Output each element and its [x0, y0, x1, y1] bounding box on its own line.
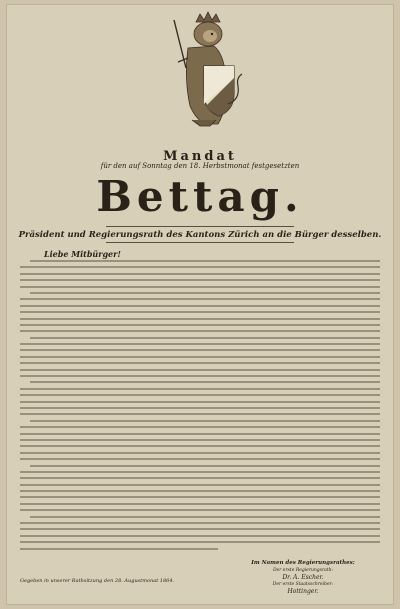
signature-name-2: Hottinger.	[287, 588, 319, 595]
body-line	[20, 394, 380, 396]
body-line	[30, 260, 380, 262]
body-line	[20, 528, 380, 530]
body-line	[20, 445, 380, 447]
body-line	[20, 356, 380, 358]
body-line	[20, 369, 380, 371]
body-line	[30, 292, 380, 294]
body-line	[20, 541, 380, 543]
body-line	[20, 298, 380, 300]
body-line	[20, 407, 380, 409]
body-line	[20, 343, 380, 345]
body-line	[20, 311, 380, 313]
body-line	[20, 266, 380, 268]
body-line	[30, 420, 380, 422]
body-line	[20, 324, 380, 326]
body-line	[20, 452, 380, 454]
signature-role-2: Der erste Staatsschreiber:	[272, 582, 334, 587]
body-line	[30, 516, 380, 518]
issuer-line: Präsident und Regierungsrath des Kantons Zürich an die Bürger desselben.	[18, 230, 382, 240]
body-line	[20, 484, 380, 486]
salutation: Liebe Mitbürger!	[44, 249, 121, 259]
document-main-title: Bettag.	[96, 172, 304, 221]
body-text-block	[20, 260, 380, 554]
body-line	[20, 439, 380, 441]
body-line	[30, 381, 380, 383]
body-line	[20, 318, 380, 320]
body-line	[20, 548, 218, 550]
title-divider	[106, 226, 294, 227]
body-line	[20, 279, 380, 281]
body-line	[30, 465, 380, 467]
body-line	[20, 330, 380, 332]
body-line	[20, 349, 380, 351]
document-subheading: für den auf Sonntag den 18. Herbstmonat festgesetzten	[100, 162, 300, 170]
body-line	[20, 535, 380, 537]
document-heading: Mandat	[163, 149, 237, 164]
body-line	[30, 337, 380, 339]
body-line	[20, 362, 380, 364]
body-line	[20, 433, 380, 435]
body-line	[20, 273, 380, 275]
signature-role-1: Der erste Regierungsrath:	[272, 568, 334, 573]
body-line	[20, 509, 380, 511]
body-line	[20, 490, 380, 492]
body-line	[20, 471, 380, 473]
signature-closing: Im Namen des Regierungsrathes:	[251, 560, 355, 566]
body-line	[20, 413, 380, 415]
body-line	[20, 375, 380, 377]
issuer-divider	[106, 242, 294, 243]
body-line	[20, 496, 380, 498]
body-line	[20, 401, 380, 403]
body-line	[20, 426, 380, 428]
mandate-page	[6, 4, 394, 605]
body-line	[20, 388, 380, 390]
body-line	[20, 503, 380, 505]
body-line	[20, 522, 380, 524]
body-line	[20, 305, 380, 307]
body-line	[20, 286, 380, 288]
issue-date: Gegeben in unserer Rathsitzung den 28. Augustmonat 1864.	[20, 578, 175, 584]
body-line	[20, 477, 380, 479]
body-line	[20, 458, 380, 460]
zurich-lion-crest-icon	[166, 8, 246, 132]
signature-name-1: Dr. A. Escher.	[282, 574, 324, 581]
